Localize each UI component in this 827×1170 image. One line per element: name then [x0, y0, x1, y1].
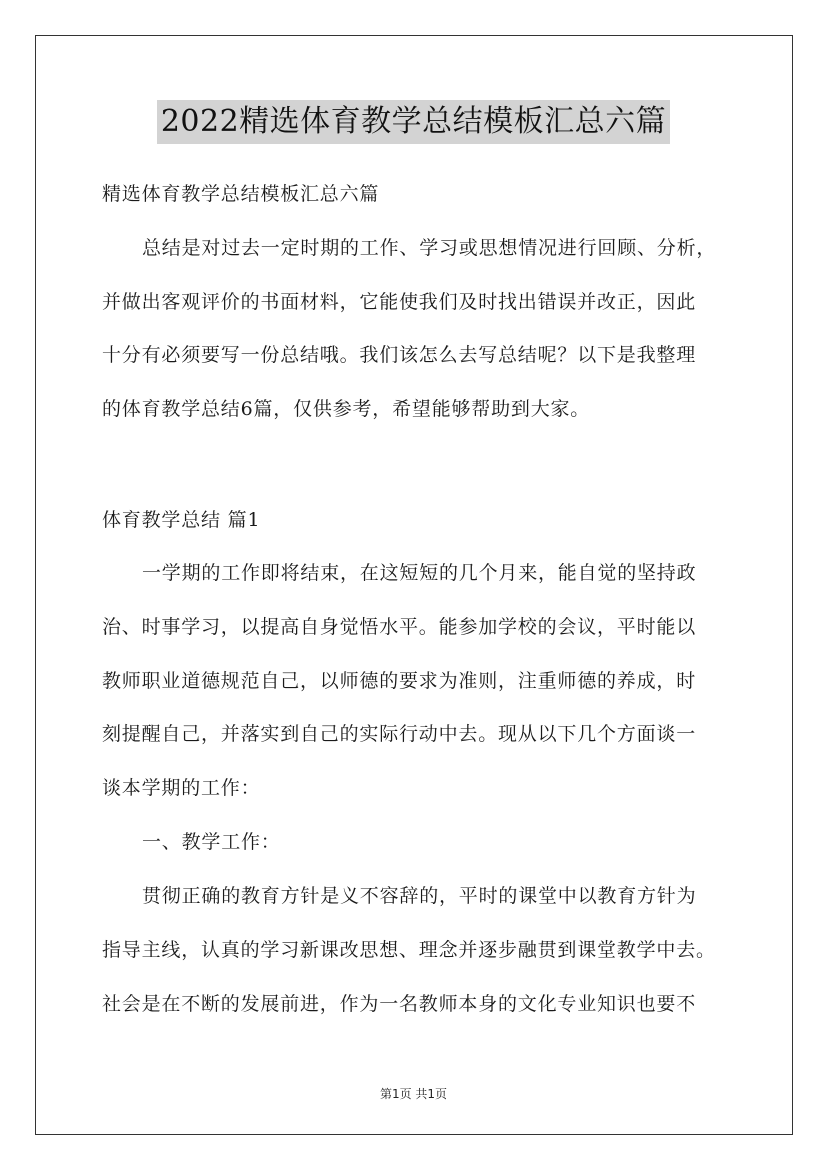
intro-line-4: 的体育教学总结6篇，仅供参考，希望能够帮助到大家。: [102, 398, 591, 420]
section1-line-5: 谈本学期的工作：: [102, 777, 261, 799]
section2-line-2: 指导主线，认真的学习新课改思想、理念并逐步融贯到课堂教学中去。: [102, 939, 716, 961]
intro-line-2: 并做出客观评价的书面材料，它能使我们及时找出错误并改正，因此: [102, 291, 697, 313]
section2-line-3: 社会是在不断的发展前进，作为一名教师本身的文化专业知识也要不: [102, 993, 697, 1015]
intro-line-3: 十分有必须要写一份总结哦。我们该怎么去写总结呢？以下是我整理: [102, 344, 697, 366]
section-heading: 体育教学总结 篇1: [102, 509, 261, 531]
section1-line-3: 教师职业道德规范自己，以师德的要求为准则，注重师德的养成，时: [102, 670, 697, 692]
page-number: 第1页 共1页: [379, 1087, 448, 1101]
page-footer: [0, 1085, 827, 1102]
sub-heading: 一、教学工作：: [142, 831, 281, 853]
title-container: [0, 100, 827, 144]
document-subtitle: 精选体育教学总结模板汇总六篇: [102, 183, 380, 205]
section1-line-1: 一学期的工作即将结束，在这短短的几个月来，能自觉的坚持政: [142, 562, 697, 584]
section2-line-1: 贯彻正确的教育方针是义不容辞的，平时的课堂中以教育方针为: [142, 885, 697, 907]
intro-line-1: 总结是对过去一定时期的工作、学习或思想情况进行回顾、分析，: [142, 237, 717, 259]
document-title: 2022精选体育教学总结模板汇总六篇: [157, 100, 670, 144]
section1-line-4: 刻提醒自己，并落实到自己的实际行动中去。现从以下几个方面谈一: [102, 723, 697, 745]
section1-line-2: 治、时事学习，以提高自身觉悟水平。能参加学校的会议，平时能以: [102, 616, 697, 638]
